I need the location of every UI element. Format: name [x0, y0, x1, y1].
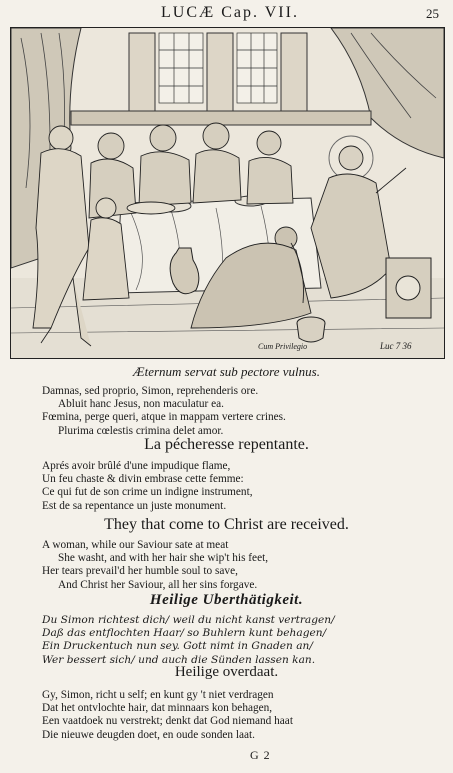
plate-reference: Luc 7 36: [380, 341, 412, 351]
german-verse: [42, 614, 453, 667]
french-verse: [42, 460, 453, 513]
english-line-3: Her tears prevail'd her humble soul to save,: [42, 565, 238, 578]
german-line-1: Du Simon richtest dich/ weil du nicht kanst vertragen/: [42, 614, 335, 626]
motto: Æternum servat sub pectore vulnus.: [133, 364, 320, 379]
latin-line-3: Fœmina, perge queri, atque in mappam vertere crines.: [42, 411, 286, 424]
english-heading: They that come to Christ are received.: [104, 516, 349, 533]
english-verse: [42, 539, 453, 592]
dutch-line-4: Die nieuwe deugden doet, en oude sonden laat.: [42, 728, 256, 741]
dutch-line-2: Dat het ontvlochte hair, dat minnaars kon behagen,: [42, 702, 273, 715]
latin-line-4: Plurima cœlestis crimina delet amor.: [58, 424, 224, 437]
latin-verse: [42, 385, 453, 438]
english-line-4: And Christ her Saviour, all her sins forgave.: [58, 578, 258, 591]
french-line-2: Un feu chaste & divin embrase cette femme:: [42, 473, 244, 486]
signature-mark: G 2: [250, 748, 271, 762]
dutch-line-3: Een vaatdoek nu verstrekt; denkt dat God niemand haat: [42, 715, 293, 728]
french-line-1: Aprés avoir brûlé d'une impudique flame,: [42, 460, 231, 472]
dutch-line-1: Gy, Simon, richt u self; en kunt gy 't niet verdragen: [42, 689, 274, 701]
french-line-4: Est de sa repentance un juste monument.: [42, 499, 227, 512]
dutch-verse: [42, 689, 453, 742]
page-header: [0, 4, 453, 26]
german-heading: Heilige Uberthätigkeit.: [149, 592, 304, 608]
running-title: LUCÆ Cap. VII.: [161, 4, 299, 21]
french-heading: La pécheresse repentante.: [144, 436, 309, 453]
english-line-2: She washt, and with her hair she wip't his feet,: [58, 552, 269, 565]
engraving-illustration: [10, 27, 445, 359]
latin-line-2: Abluit hanc Jesus, non maculatur ea.: [58, 398, 224, 411]
page-number: 25: [426, 6, 439, 21]
german-line-2: Daß das entflochten Haar/ so Buhlern kunt behagen/: [42, 627, 327, 640]
german-line-3: Ein Druckentuch nun sey. Gott nimt in Gnaden an/: [42, 640, 313, 653]
german-line-4: Wer bessert sich/ und auch die Sünden lassen kan.: [42, 653, 316, 666]
english-line-1: A woman, while our Saviour sate at meat: [42, 539, 229, 551]
plate-privilege-text: Cum Privilegio: [258, 342, 308, 351]
engraving-scene: [11, 28, 444, 358]
french-line-3: Ce qui fut de son crime un indigne instrument,: [42, 486, 253, 499]
latin-line-1: Damnas, sed proprio, Simon, reprehenderis ore.: [42, 385, 259, 397]
dutch-heading: Heilige overdaat.: [174, 664, 279, 680]
